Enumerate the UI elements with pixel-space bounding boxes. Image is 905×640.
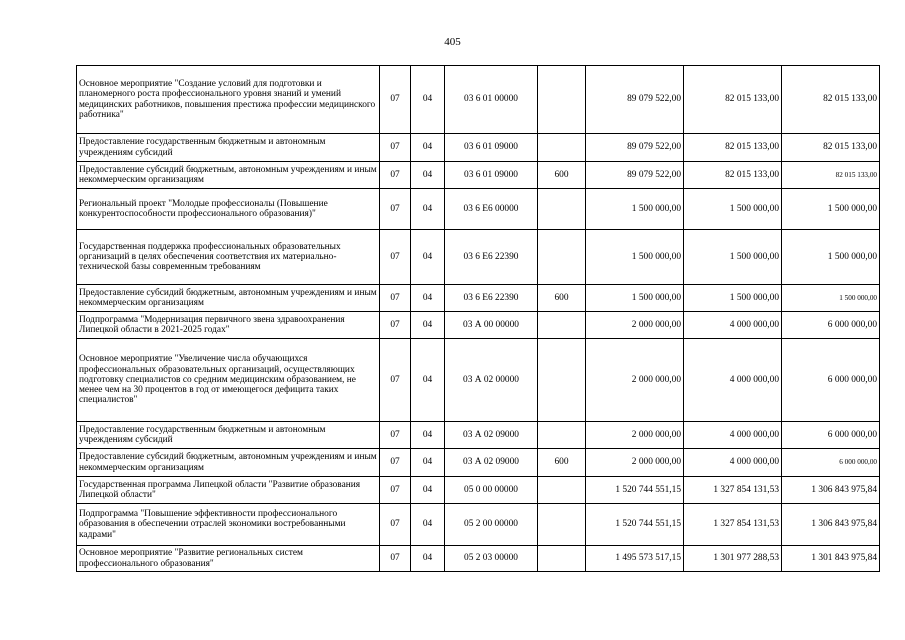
row-target-code-cell: 03 6 Е6 00000: [445, 189, 538, 230]
table-row: [77, 66, 880, 134]
row-name-cell: Основное мероприятие "Увеличение числа обучающихся профессиональных образовательных организаций, осуществляющих подготовку специалистов со средним медицинским образованием, не менее чем на 30 процентов в год от имеющегося дефицита таких специалистов": [77, 339, 380, 422]
row-subsection-cell: 04: [411, 230, 445, 285]
row-amount-year2-cell: 4 000 000,00: [684, 312, 782, 339]
row-target-code-cell: 03 А 02 09000: [445, 422, 538, 449]
row-target-code-cell: 03 6 Е6 22390: [445, 230, 538, 285]
row-name-cell: Государственная поддержка профессиональных образовательных организаций в целях обеспечения соответствия их материально-технической базы современным требованиям: [77, 230, 380, 285]
table-row: [77, 285, 880, 312]
row-amount-year1-cell: 89 079 522,00: [586, 134, 684, 162]
row-section-cell: 07: [380, 449, 411, 477]
row-section-cell: 07: [380, 134, 411, 162]
table-row: [77, 230, 880, 285]
row-section-cell: 07: [380, 477, 411, 504]
row-expense-type-cell: [538, 422, 586, 449]
row-subsection-cell: 04: [411, 449, 445, 477]
row-section-cell: 07: [380, 230, 411, 285]
row-amount-year3-cell: 82 015 133,00: [782, 66, 880, 134]
row-subsection-cell: 04: [411, 546, 445, 572]
row-name-cell: Предоставление государственным бюджетным и автономным учреждениям субсидий: [77, 134, 380, 162]
row-target-code-cell: 03 А 02 00000: [445, 339, 538, 422]
row-amount-year3-cell: 6 000 000,00: [782, 449, 880, 477]
budget-table-body: [77, 66, 880, 572]
row-section-cell: 07: [380, 339, 411, 422]
row-section-cell: 07: [380, 312, 411, 339]
row-target-code-cell: 03 6 01 00000: [445, 66, 538, 134]
row-target-code-cell: 05 2 03 00000: [445, 546, 538, 572]
row-amount-year1-cell: 89 079 522,00: [586, 162, 684, 189]
row-amount-year2-cell: 1 500 000,00: [684, 230, 782, 285]
row-expense-type-cell: [538, 477, 586, 504]
table-row: [77, 189, 880, 230]
row-expense-type-cell: [538, 339, 586, 422]
row-section-cell: 07: [380, 162, 411, 189]
row-subsection-cell: 04: [411, 134, 445, 162]
row-section-cell: 07: [380, 422, 411, 449]
row-expense-type-cell: [538, 504, 586, 546]
row-amount-year1-cell: 2 000 000,00: [586, 449, 684, 477]
row-amount-year3-cell: 82 015 133,00: [782, 134, 880, 162]
row-section-cell: 07: [380, 504, 411, 546]
row-amount-year3-cell: 1 500 000,00: [782, 230, 880, 285]
row-expense-type-cell: [538, 189, 586, 230]
row-amount-year1-cell: 2 000 000,00: [586, 339, 684, 422]
row-section-cell: 07: [380, 66, 411, 134]
row-target-code-cell: 03 А 02 09000: [445, 449, 538, 477]
row-subsection-cell: 04: [411, 422, 445, 449]
table-row: [77, 339, 880, 422]
row-target-code-cell: 05 0 00 00000: [445, 477, 538, 504]
row-amount-year2-cell: 1 327 854 131,53: [684, 504, 782, 546]
row-expense-type-cell: 600: [538, 449, 586, 477]
row-amount-year2-cell: 1 301 977 288,53: [684, 546, 782, 572]
row-expense-type-cell: 600: [538, 285, 586, 312]
row-amount-year1-cell: 1 500 000,00: [586, 285, 684, 312]
row-subsection-cell: 04: [411, 312, 445, 339]
row-name-cell: Предоставление субсидий бюджетным, автономным учреждениям и иным некоммерческим организациям: [77, 285, 380, 312]
row-amount-year1-cell: 1 500 000,00: [586, 230, 684, 285]
row-amount-year3-cell: 1 500 000,00: [782, 189, 880, 230]
row-target-code-cell: 03 А 00 00000: [445, 312, 538, 339]
row-amount-year2-cell: 1 327 854 131,53: [684, 477, 782, 504]
row-amount-year1-cell: 1 520 744 551,15: [586, 504, 684, 546]
row-amount-year2-cell: 82 015 133,00: [684, 66, 782, 134]
row-amount-year2-cell: 1 500 000,00: [684, 189, 782, 230]
row-amount-year2-cell: 82 015 133,00: [684, 162, 782, 189]
row-amount-year3-cell: 1 306 843 975,84: [782, 504, 880, 546]
row-expense-type-cell: 600: [538, 162, 586, 189]
row-amount-year1-cell: 89 079 522,00: [586, 66, 684, 134]
row-subsection-cell: 04: [411, 477, 445, 504]
row-amount-year1-cell: 1 495 573 517,15: [586, 546, 684, 572]
table-row: [77, 546, 880, 572]
row-subsection-cell: 04: [411, 66, 445, 134]
table-row: [77, 312, 880, 339]
row-expense-type-cell: [538, 546, 586, 572]
row-expense-type-cell: [538, 230, 586, 285]
row-name-cell: Предоставление государственным бюджетным и автономным учреждениям субсидий: [77, 422, 380, 449]
row-target-code-cell: 03 6 Е6 22390: [445, 285, 538, 312]
row-target-code-cell: 05 2 00 00000: [445, 504, 538, 546]
row-amount-year3-cell: 1 301 843 975,84: [782, 546, 880, 572]
row-section-cell: 07: [380, 189, 411, 230]
row-amount-year1-cell: 2 000 000,00: [586, 312, 684, 339]
row-name-cell: Региональный проект "Молодые профессионалы (Повышение конкурентоспособности профессионального образования)": [77, 189, 380, 230]
row-expense-type-cell: [538, 134, 586, 162]
row-amount-year1-cell: 2 000 000,00: [586, 422, 684, 449]
row-name-cell: Предоставление субсидий бюджетным, автономным учреждениям и иным некоммерческим организациям: [77, 449, 380, 477]
row-expense-type-cell: [538, 312, 586, 339]
row-subsection-cell: 04: [411, 339, 445, 422]
row-amount-year3-cell: 6 000 000,00: [782, 312, 880, 339]
row-amount-year3-cell: 6 000 000,00: [782, 339, 880, 422]
row-subsection-cell: 04: [411, 504, 445, 546]
row-amount-year3-cell: 1 500 000,00: [782, 285, 880, 312]
row-amount-year1-cell: 1 520 744 551,15: [586, 477, 684, 504]
page-number: 405: [444, 36, 461, 48]
row-amount-year2-cell: 4 000 000,00: [684, 422, 782, 449]
row-amount-year2-cell: 1 500 000,00: [684, 285, 782, 312]
row-subsection-cell: 04: [411, 285, 445, 312]
table-row: [77, 422, 880, 449]
budget-table: [76, 65, 880, 572]
table-row: [77, 504, 880, 546]
row-amount-year3-cell: 6 000 000,00: [782, 422, 880, 449]
row-target-code-cell: 03 6 01 09000: [445, 134, 538, 162]
row-amount-year2-cell: 4 000 000,00: [684, 339, 782, 422]
row-subsection-cell: 04: [411, 189, 445, 230]
row-expense-type-cell: [538, 66, 586, 134]
row-subsection-cell: 04: [411, 162, 445, 189]
table-row: [77, 134, 880, 162]
row-amount-year2-cell: 4 000 000,00: [684, 449, 782, 477]
row-name-cell: Подпрограмма "Модернизация первичного звена здравоохранения Липецкой области в 2021-2025 годах": [77, 312, 380, 339]
row-section-cell: 07: [380, 285, 411, 312]
row-amount-year2-cell: 82 015 133,00: [684, 134, 782, 162]
table-row: [77, 449, 880, 477]
row-name-cell: Основное мероприятие "Развитие региональных систем профессионального образования": [77, 546, 380, 572]
row-target-code-cell: 03 6 01 09000: [445, 162, 538, 189]
row-amount-year1-cell: 1 500 000,00: [586, 189, 684, 230]
row-name-cell: Подпрограмма "Повышение эффективности профессионального образования в обеспечении отраслей экономики востребованными кадрами": [77, 504, 380, 546]
table-row: [77, 162, 880, 189]
row-amount-year3-cell: 1 306 843 975,84: [782, 477, 880, 504]
table-row: [77, 477, 880, 504]
row-section-cell: 07: [380, 546, 411, 572]
row-amount-year3-cell: 82 015 133,00: [782, 162, 880, 189]
row-name-cell: Предоставление субсидий бюджетным, автономным учреждениям и иным некоммерческим организациям: [77, 162, 380, 189]
row-name-cell: Основное мероприятие "Создание условий для подготовки и планомерного роста профессионального уровня знаний и умений медицинских работников, повышения престижа профессии медицинского работника": [77, 66, 380, 134]
row-name-cell: Государственная программа Липецкой области "Развитие образования Липецкой области": [77, 477, 380, 504]
